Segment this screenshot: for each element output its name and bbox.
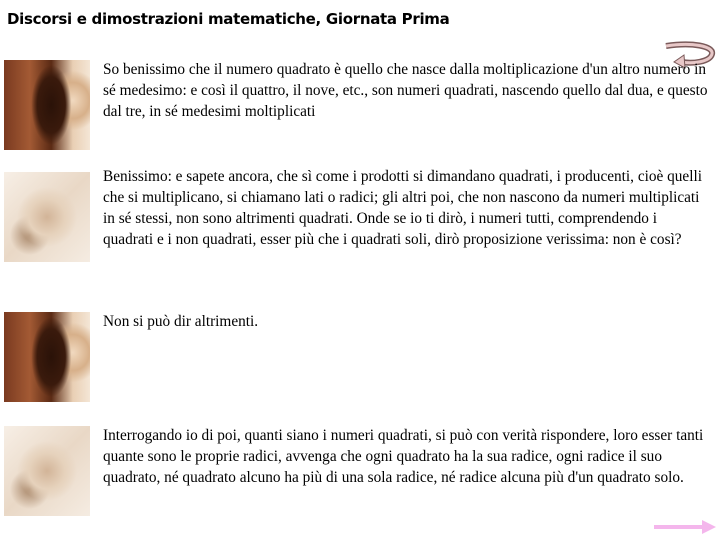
page-title: Discorsi e dimostrazioni matematiche, Giornata Prima [7,10,450,28]
dialogue-paragraph: Benissimo: e sapete ancora, che sì come i prodotti si dimandano quadrati, i producenti, cioè quelli che si multiplicano, si chiamano lati o radici; gli altri poi, che non nascono da numeri multiplicati in sé stessi, non sono altrimenti quadrati. Onde se io ti dirò, i numeri tutti, comprendendo i quadrati e i non quadrati, esser più che i quadrati soli, dirò proposizione verissima: non è così? [103,168,702,248]
portrait-man [4,172,90,262]
dialogue-paragraph: Non si può dir altrimenti. [103,313,259,330]
portrait-woman [4,312,90,402]
next-arrow-icon[interactable] [652,518,718,536]
portrait-woman [4,60,90,150]
portrait-man [4,426,90,516]
dialogue-paragraph: Interrogando io di poi, quanti siano i numeri quadrati, si può con verità rispondere, loro esser tanti quante sono le proprie radici, avvenga che ogni quadrato ha la sua radice, ogni radice il suo quadrato, né quadrato alcuno ha più di una sola radice, né radice alcuna più d'un quadrato solo. [103,427,704,486]
dialogue-paragraph: So benissimo che il numero quadrato è quello che nasce dalla moltiplicazione d'un altro numero in sé medesimo: e così il quattro, il nove, etc., son numeri quadrati, nascendo quello dal dua, e questo dal tre, in sé medesimi moltiplicati [103,61,708,120]
